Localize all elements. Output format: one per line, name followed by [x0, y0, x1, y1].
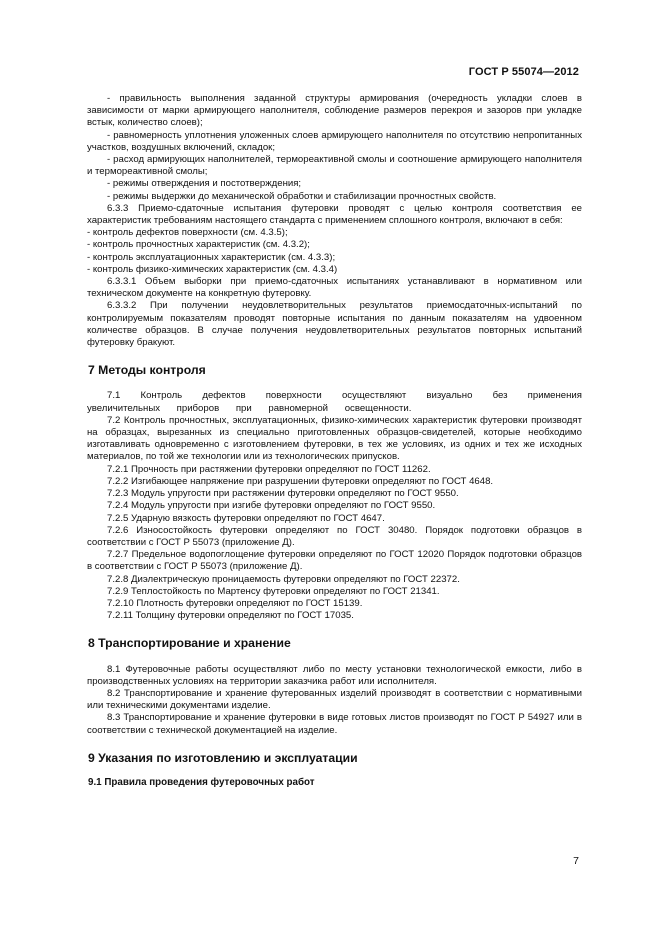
paragraph-7-2: 7.2 Контроль прочностных, эксплуатационных, физико-химических характеристик футеровки производят на образцах, вырезанных из специально приготовленных образцов-свидетелей, которые необходимо изготавливать одновременно с изготовлением футеровки, в тех же условиях, из одних и тех же исходных материалов, по той же технологии или из технологических припусков.: [87, 414, 582, 463]
list-item: 7.2.3 Модуль упругости при растяжении футеровки определяют по ГОСТ 9550.: [107, 488, 459, 500]
list-item: 7.2.1 Прочность при растяжении футеровки определяют по ГОСТ 11262.: [107, 463, 431, 475]
page-content: [87, 93, 582, 789]
paragraph-6-3-3: 6.3.3 Приемо-сдаточные испытания футеровки проводят с целью контроля соответствия ее характеристик требованиям настоящего стандарта с применением сплошного контроля, включают в себя:: [87, 202, 582, 227]
paragraph-8-3: 8.3 Транспортирование и хранение футеровки в виде готовых листов производят по ГОСТ Р 54927 или в соответствии с технической документацией на изделие.: [87, 712, 582, 736]
paragraph-7-1: 7.1 Контроль дефектов поверхности осуществляют визуально без применения увеличительных приборов при равномерной освещенности.: [87, 390, 582, 414]
document-header: ГОСТ Р 55074—2012: [468, 66, 579, 78]
list-item: 7.2.11 Толщину футеровки определяют по ГОСТ 17035.: [107, 610, 354, 622]
list-item: - равномерность уплотнения уложенных слоев армирующего наполнителя по отсутствию непропитанных участков, воздушных включений, складок;: [87, 129, 582, 153]
page-number: 7: [573, 855, 579, 867]
paragraph-6-3-3-2: 6.3.3.2 При получении неудовлетворительных результатов приемосдаточных-испытаний по контролируемым показателям проводят повторные испытания по данным показателям на удвоенном количестве образцов. В случае получения неудовлетворительных результатов повторных испытаний футеровку бракуют.: [87, 300, 582, 349]
list-item: 7.2.2 Изгибающее напряжение при разрушении футеровки определяют по ГОСТ 4648.: [107, 475, 494, 487]
section-8-title: 8 Транспортирование и хранение: [88, 636, 291, 651]
list-item: 7.2.6 Износостойкость футеровки определяют по ГОСТ 30480. Порядок подготовки образцов в соответствии с ГОСТ Р 55073 (приложение Д).: [87, 524, 582, 548]
list-item: 7.2.5 Ударную вязкость футеровки определяют по ГОСТ 4647.: [107, 512, 385, 524]
list-item: - контроль дефектов поверхности (см. 4.3.5);: [87, 227, 288, 239]
list-item: 7.2.7 Предельное водопоглощение футеровки определяют по ГОСТ 12020 Порядок подготовки образцов в соответствии с ГОСТ Р 55073 (приложение Д).: [87, 549, 582, 573]
list-item: - расход армирующих наполнителей, термореактивной смолы и соотношение армирующего наполнителя и термореактивной смолы;: [87, 154, 582, 178]
paragraph-8-2: 8.2 Транспортирование и хранение футерованных изделий производят в соответствии с нормативными или техническими документами изделие.: [87, 687, 582, 712]
section-9-title: 9 Указания по изготовлению и эксплуатации: [88, 750, 358, 765]
list-item: 7.2.4 Модуль упругости при изгибе футеровки определяют по ГОСТ 9550.: [107, 500, 436, 512]
list-item: - контроль физико-химических характеристик (см. 4.3.4): [87, 263, 338, 275]
list-item: - режимы выдержки до механической обработки и стабилизации прочностных свойств.: [107, 190, 497, 202]
paragraph-8-1: 8.1 Футеровочные работы осуществляют либо по месту установки технологической емкости, либо в производственных условиях на территории заказчика работ или исполнителя.: [87, 663, 582, 687]
paragraph-6-3-3-1: 6.3.3.1 Объем выборки при приемо-сдаточных испытаниях устанавливают в нормативном или техническом документе на конкретную футеровку.: [87, 276, 582, 300]
list-item: 7.2.10 Плотность футеровки определяют по ГОСТ 15139.: [107, 597, 363, 609]
section-7-title: 7 Методы контроля: [88, 363, 206, 378]
list-item: - режимы отверждения и постотверждения;: [107, 178, 302, 190]
subsection-9-1-title: 9.1 Правила проведения футеровочных работ: [88, 776, 315, 788]
list-item: - контроль эксплуатационных характеристик (см. 4.3.3);: [87, 251, 336, 263]
list-item: 7.2.8 Диэлектрическую проницаемость футеровки определяют по ГОСТ 22372.: [107, 573, 460, 585]
list-item: - контроль прочностных характеристик (см. 4.3.2);: [87, 239, 310, 251]
list-item: 7.2.9 Теплостойкость по Мартенсу футеровки определяют по ГОСТ 21341.: [107, 585, 440, 597]
list-item: - правильность выполнения заданной структуры армирования (очередность укладки слоев в зависимости от марки армирующего наполнителя, соблюдение размеров перекроя и зазоров при укладке встык, количество слоев);: [87, 93, 582, 129]
